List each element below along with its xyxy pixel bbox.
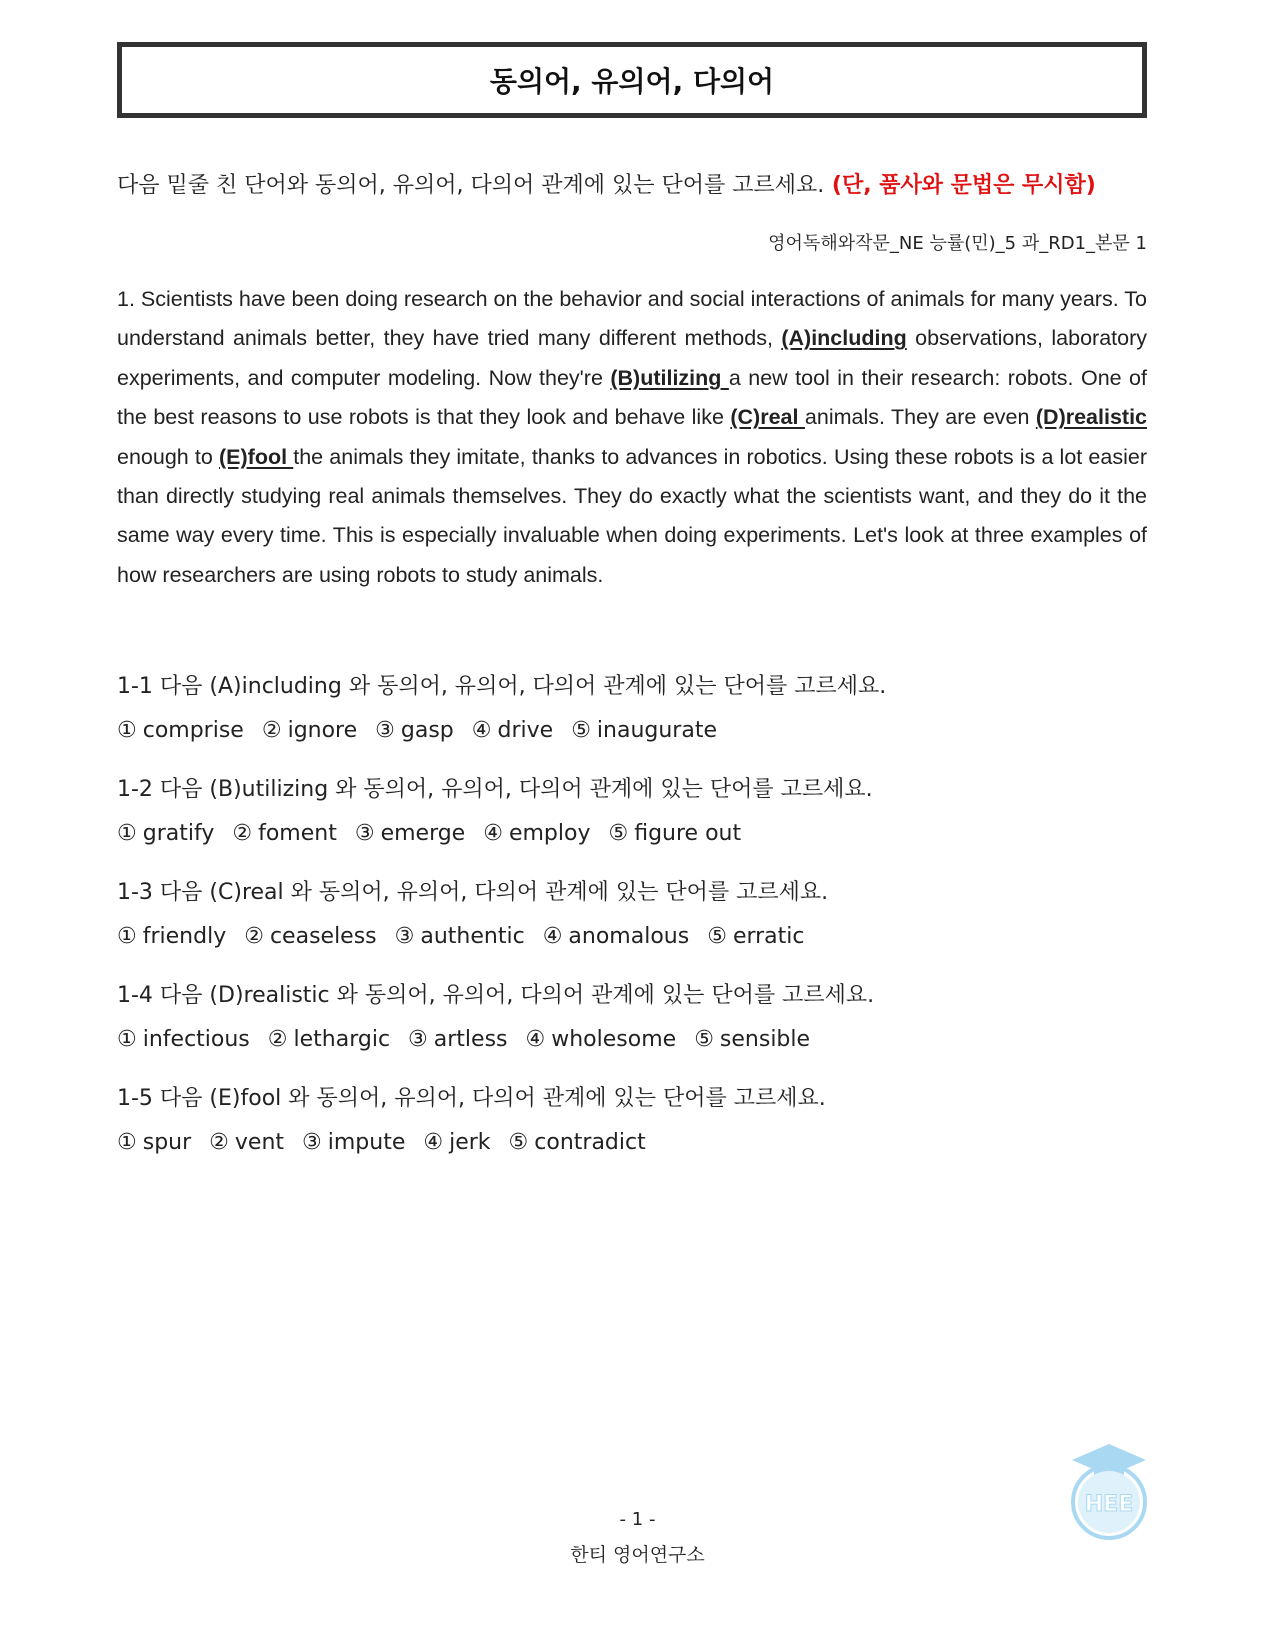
option-word: lethargic (293, 1027, 391, 1052)
answer-option[interactable] (694, 1027, 810, 1052)
option-number: ⑤ (694, 1027, 714, 1052)
instruction-note: (단, 품사와 문법은 무시함) (824, 173, 1096, 198)
option-word: friendly (142, 924, 227, 949)
answer-option[interactable] (395, 924, 525, 949)
answer-options (117, 1128, 1147, 1158)
option-number: ③ (375, 718, 395, 743)
reading-passage (117, 280, 1147, 595)
instruction (117, 168, 1147, 199)
option-number: ③ (394, 924, 415, 949)
question-text: 1-4 다음 (D)realistic 와 동의어, 유의어, 다의어 관계에 있는 단어를 고르세요. (117, 983, 875, 1008)
passage-text: a new tool in their research: robots. One of the best reasons to use robots is that they look and behave like (117, 365, 1147, 430)
underlined-keyword: (D)realistic (1035, 405, 1148, 430)
passage-text: enough to (117, 444, 220, 469)
page-title-box (117, 42, 1147, 118)
question-item (117, 1084, 1147, 1158)
option-number: ① (117, 1027, 137, 1052)
option-number: ③ (302, 1130, 322, 1155)
hee-logo-icon (1066, 1440, 1152, 1540)
answer-option[interactable] (483, 821, 590, 846)
option-number: ⑤ (707, 924, 727, 949)
option-word: ignore (287, 718, 358, 743)
option-number: ④ (483, 821, 503, 846)
option-word: gasp (400, 718, 454, 743)
answer-option[interactable] (543, 924, 690, 949)
answer-option[interactable] (117, 924, 226, 949)
passage-text: animals. They are even (804, 405, 1036, 430)
underlined-keyword: (A)including (781, 326, 907, 351)
passage-text: observations, laboratory experiments, and computer modeling. Now they're (117, 326, 1147, 390)
answer-option[interactable] (609, 821, 742, 846)
option-word: erratic (732, 924, 805, 949)
option-word: emerge (380, 821, 466, 846)
option-word: authentic (420, 924, 525, 949)
question-item (117, 878, 1147, 952)
answer-option[interactable] (355, 821, 465, 846)
option-word: foment (258, 821, 337, 846)
answer-options (117, 922, 1147, 952)
option-number: ① (117, 718, 137, 743)
option-word: inaugurate (596, 718, 717, 743)
option-word: spur (142, 1130, 192, 1155)
answer-options (117, 1025, 1147, 1055)
answer-option[interactable] (571, 718, 717, 743)
option-word: contradict (534, 1130, 646, 1155)
answer-option[interactable] (244, 924, 376, 949)
passage-text: the animals they imitate, thanks to advances in robotics. Using these robots is a lot easier than directly studying real animals themselves. They do exactly what the scientists want, and they do it the same way every time. This is especially invaluable when doing experiments. Let's look at three examples of how researchers are using robots to study animals. (117, 444, 1147, 587)
option-word: employ (508, 821, 591, 846)
option-number: ① (117, 924, 137, 949)
passage-text: 1. Scientists have been doing research on the behavior and social interactions of animals for many years. To understand animals better, they have tried many different methods, (117, 287, 1147, 351)
answer-option[interactable] (423, 1130, 490, 1155)
option-number: ① (117, 1130, 137, 1155)
footer-organization: 한티 영어연구소 (570, 1544, 705, 1566)
option-word: wholesome (551, 1027, 677, 1052)
underlined-keyword: (C)real (730, 405, 805, 430)
answer-option[interactable] (117, 718, 244, 743)
answer-option[interactable] (408, 1027, 507, 1052)
option-number: ④ (525, 1027, 546, 1052)
answer-option[interactable] (707, 924, 804, 949)
question-text: 1-5 다음 (E)fool 와 동의어, 유의어, 다의어 관계에 있는 단어를 고르세요. (117, 1086, 826, 1111)
option-word: jerk (449, 1130, 491, 1155)
logo-text: HEE (1084, 1492, 1134, 1517)
answer-option[interactable] (117, 1130, 191, 1155)
answer-option[interactable] (232, 821, 336, 846)
option-word: vent (234, 1130, 285, 1155)
answer-option[interactable] (302, 1130, 405, 1155)
answer-option[interactable] (509, 1130, 646, 1155)
underlined-keyword: (B)utilizing (610, 365, 729, 390)
source-reference: 영어독해와작문_NE 능률(민)_5 과_RD1_본문 1 (768, 233, 1147, 254)
answer-option[interactable] (262, 718, 357, 743)
option-word: sensible (719, 1027, 811, 1052)
question-text: 1-2 다음 (B)utilizing 와 동의어, 유의어, 다의어 관계에 있는 단어를 고르세요. (117, 777, 873, 802)
option-word: infectious (142, 1027, 250, 1052)
underlined-keyword: (E)fool (219, 444, 294, 469)
answer-options (117, 716, 1147, 746)
option-number: ⑤ (508, 1130, 529, 1155)
option-number: ⑤ (571, 718, 591, 743)
answer-option[interactable] (375, 718, 454, 743)
option-word: ceaseless (269, 924, 377, 949)
option-word: drive (497, 718, 554, 743)
option-number: ② (261, 718, 282, 743)
option-word: impute (327, 1130, 406, 1155)
option-number: ③ (408, 1027, 428, 1052)
instruction-main: 다음 밑줄 친 단어와 동의어, 유의어, 다의어 관계에 있는 단어를 고르세요. (117, 173, 825, 198)
question-text: 1-1 다음 (A)including 와 동의어, 유의어, 다의어 관계에 있는 단어를 고르세요. (117, 674, 887, 699)
answer-option[interactable] (268, 1027, 390, 1052)
option-number: ⑤ (608, 821, 629, 846)
option-word: comprise (142, 718, 244, 743)
option-number: ① (117, 821, 137, 846)
option-number: ② (232, 821, 253, 846)
answer-options (117, 819, 1147, 849)
answer-option[interactable] (526, 1027, 677, 1052)
option-number: ④ (542, 924, 563, 949)
option-word: gratify (142, 821, 215, 846)
question-item (117, 775, 1147, 849)
option-number: ② (267, 1027, 288, 1052)
question-item (117, 672, 1147, 746)
question-text: 1-3 다음 (C)real 와 동의어, 유의어, 다의어 관계에 있는 단어를 고르세요. (117, 880, 829, 905)
option-number: ④ (423, 1130, 444, 1155)
answer-option[interactable] (209, 1130, 284, 1155)
page-number: - 1 - (619, 1509, 656, 1530)
option-word: artless (433, 1027, 508, 1052)
page-title: 동의어, 유의어, 다의어 (489, 65, 775, 98)
answer-option[interactable] (117, 821, 214, 846)
option-number: ② (209, 1130, 229, 1155)
option-word: figure out (634, 821, 742, 846)
option-number: ④ (471, 718, 492, 743)
answer-option[interactable] (117, 1027, 250, 1052)
option-word: anomalous (568, 924, 690, 949)
answer-option[interactable] (472, 718, 553, 743)
option-number: ② (244, 924, 264, 949)
option-number: ③ (354, 821, 375, 846)
question-item (117, 981, 1147, 1055)
